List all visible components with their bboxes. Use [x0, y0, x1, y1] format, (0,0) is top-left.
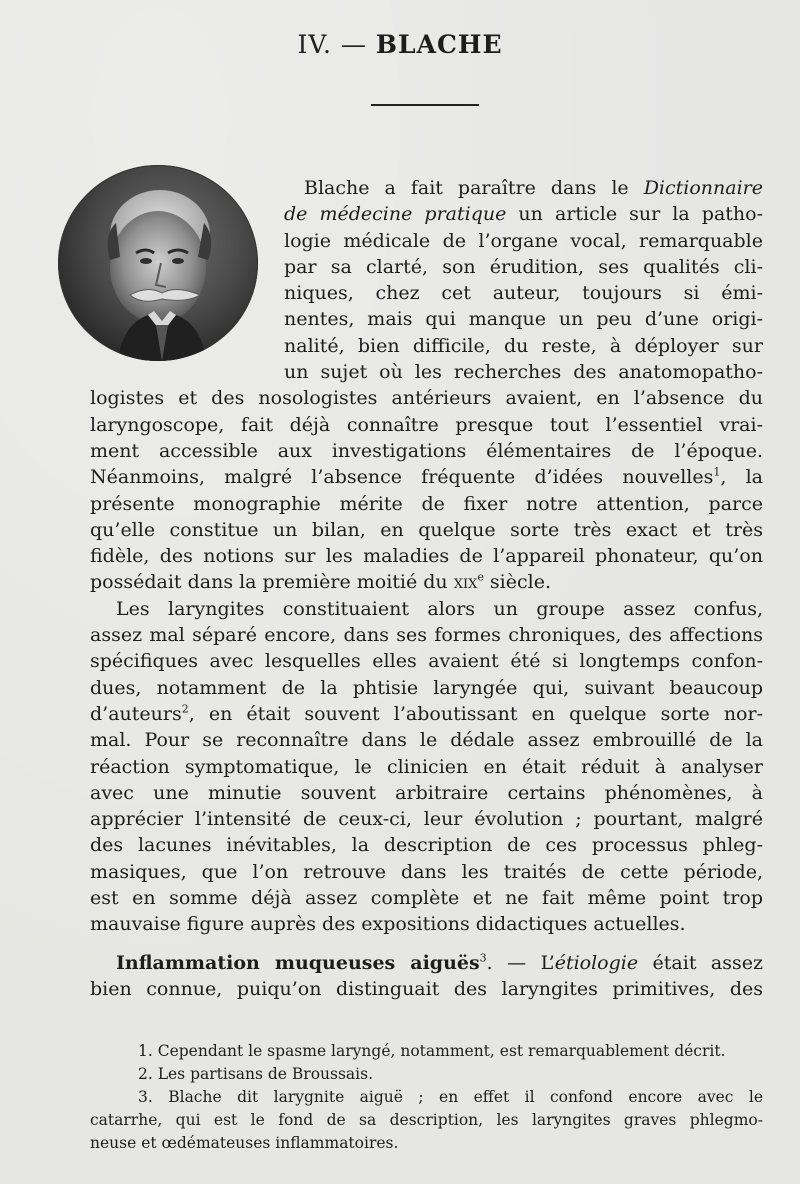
section-title: Inflammation muqueuses aiguës: [116, 951, 480, 974]
text-run: était assez: [638, 951, 763, 974]
text-run: possédait dans la première moitié du: [90, 571, 454, 594]
text-line: [90, 175, 763, 201]
chapter-number: IV. —: [297, 30, 376, 59]
heading-divider: [371, 104, 479, 106]
text-run: siècle.: [483, 571, 552, 594]
paragraph-2: [90, 596, 763, 938]
text-line: logie médicale de l’organe vocal, remarquable: [284, 229, 763, 252]
text-run: Blache a fait paraître dans le: [304, 177, 644, 199]
text-line: un sujet où les recherches des anatomopatho-: [284, 361, 763, 384]
text-line: [90, 950, 763, 976]
century-numeral: xix: [453, 571, 478, 594]
italic-title: de médecine pratique: [284, 203, 507, 226]
footnote-3-continued: catarrhe, qui est le fond de sa description, les laryngites graves phlegmo-: [90, 1111, 763, 1129]
text-run: un article sur la patho-: [506, 203, 763, 226]
text-line: ment accessible aux investigations élémentaires de l’époque.: [90, 439, 763, 462]
text-line: spécifiques avec lesquelles elles avaient été si longtemps confon-: [90, 650, 763, 673]
text-line: qu’elle constitue un bilan, en quelque sorte très exact et très: [90, 518, 763, 541]
italic-term: étiologie: [554, 951, 639, 974]
text-line: mauvaise figure auprès des expositions didactiques actuelles.: [90, 913, 686, 936]
text-line: [90, 701, 763, 727]
text-line: assez mal séparé encore, dans ses formes chroniques, des affections: [90, 624, 763, 647]
text-line: [90, 569, 763, 595]
chapter-name: BLACHE: [375, 30, 503, 59]
text-line: niques, chez cet auteur, toujours si émi-: [284, 282, 763, 305]
footnote-2: 2. Les partisans de Broussais.: [138, 1065, 374, 1083]
text-line: fidèle, des notions sur les maladies de l’appareil phonateur, qu’on: [90, 545, 763, 568]
body-text: [90, 175, 763, 1002]
text-line: apprécier l’intensité de ceux-ci, leur évolution ; pourtant, malgré: [90, 808, 763, 831]
text-line: laryngoscope, fait déjà connaître presque tout l’essentiel vrai-: [90, 413, 763, 436]
text-line: dues, notamment de la phtisie laryngée qui, suivant beaucoup: [90, 676, 763, 699]
text-run: d’auteurs: [90, 702, 182, 725]
text-line: avec une minutie souvent arbitraire certains phénomènes, à: [90, 781, 763, 804]
text-line: réaction symptomatique, le clinicien en était réduit à analyser: [90, 755, 763, 778]
text-line: [90, 464, 763, 490]
footnote-ref: 1: [713, 465, 721, 479]
text-line: bien connue, puiqu’on distinguait des laryngites primitives, des: [90, 977, 763, 1000]
footnote-ref: 3: [479, 951, 487, 965]
text-line: [90, 201, 763, 227]
paragraph-1: [90, 175, 763, 596]
footnotes: [90, 1040, 763, 1155]
text-line: nalité, bien difficile, du reste, à déployer sur: [284, 334, 763, 357]
footnote-1: 1. Cependant le spasme laryngé, notamment, est remarquablement décrit.: [138, 1042, 726, 1060]
text-line: Les laryngites constituaient alors un groupe assez confus,: [116, 597, 763, 620]
chapter-heading: [0, 30, 800, 59]
text-run: Néanmoins, malgré l’absence fréquente d’idées nouvelles: [90, 466, 714, 489]
text-line: mal. Pour se reconnaître dans le dédale assez embrouillé de la: [90, 729, 763, 752]
text-line: nentes, mais qui manque un peu d’une origi-: [284, 308, 763, 331]
footnote-3-end: neuse et œdémateuses inflammatoires.: [90, 1134, 399, 1152]
text-run: , en était souvent l’aboutissant en quelque sorte nor-: [188, 702, 763, 725]
footnote-3: 3. Blache dit larygnite aiguë ; en effet il confond encore avec le: [138, 1088, 763, 1106]
text-run: . — L’: [486, 951, 555, 974]
text-line: des lacunes inévitables, la description de ces processus phleg-: [90, 834, 763, 857]
text-line: masiques, que l’on retrouve dans les traités de cette période,: [90, 860, 763, 883]
text-line: est en somme déjà assez complète et ne fait même point trop: [90, 887, 763, 910]
superscript: e: [477, 571, 484, 585]
footnote-ref: 2: [181, 702, 189, 716]
text-line: par sa clarté, son érudition, ses qualités cli-: [284, 255, 763, 278]
italic-title: Dictionnaire: [643, 177, 763, 199]
section-paragraph: [90, 950, 763, 1003]
text-run: , la: [720, 466, 763, 489]
text-line: logistes et des nosologistes antérieurs avaient, en l’absence du: [90, 387, 763, 410]
text-line: présente monographie mérite de fixer notre attention, parce: [90, 492, 763, 515]
